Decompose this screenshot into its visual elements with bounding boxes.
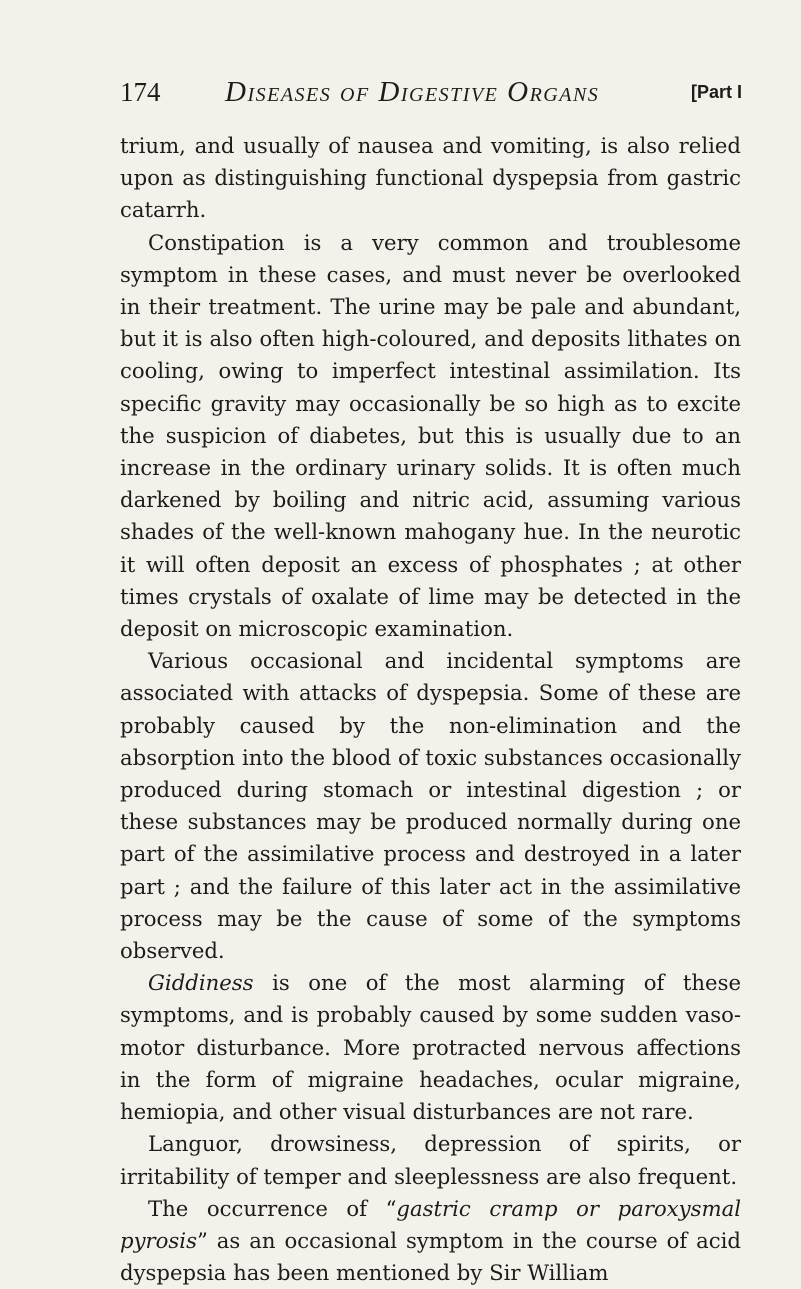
part-label: [Part I xyxy=(690,82,742,102)
paragraph-6-tail: ” as an occasional symptom in the course of acid dyspepsia has been mentioned by Sir William xyxy=(120,1227,741,1286)
paragraph-4-text: is one of the most alarming of these symptoms, and is probably caused by some sudden vaso-motor disturbance. More protracted nervous affections in the form of migraine headaches, ocular migraine, hemiopia, and other visual disturbances are not rare. xyxy=(120,970,741,1125)
running-title: Diseases of Digestive Organs xyxy=(225,76,600,108)
body-text xyxy=(120,130,741,1289)
paragraph-6 xyxy=(120,1193,741,1289)
paragraph-4 xyxy=(120,967,741,1128)
paragraph-5: Languor, drowsiness, depression of spirits, or irritability of temper and sleeplessness are also frequent. xyxy=(120,1131,741,1189)
quoted-term: gastric cramp or paroxysmal pyrosis xyxy=(120,1195,741,1253)
paragraph-2: Constipation is a very common and troublesome symptom in these cases, and must never be overlooked in their treatment. The urine may be pale and abundant, but it is also often high-coloured, and deposits lithates on cooling, owing to imperfect intestinal assimilation. Its specific gravity may occasionally be so high as to excite the suspicion of diabetes, but this is usually due to an increase in the ordinary urinary solids. It is often much darkened by boiling and nitric acid, assuming various shades of the well-known mahogany hue. In the neurotic it will often deposit an excess of phosphates ; at other times crystals of oxalate of lime may be detected in the deposit on microscopic examination. xyxy=(120,229,741,642)
paragraph-1: trium, and usually of nausea and vomiting, is also relied upon as distinguishing functional dyspepsia from gastric catarrh. xyxy=(120,133,741,223)
paragraph-3: Various occasional and incidental symptoms are associated with attacks of dyspepsia. Some of these are probably caused by the non-elimination and the absorption into the blood of toxic substances occasionally produced during stomach or intestinal digestion ; or these substances may be produced normally during one part of the assimilative process and destroyed in a later part ; and the failure of this later act in the assimilative process may be the cause of some of the symptoms observed. xyxy=(120,648,741,964)
paragraph-6-lead: The occurrence of “ xyxy=(148,1195,397,1221)
page-number: 174 xyxy=(120,77,161,107)
giddiness-term: Giddiness xyxy=(148,970,254,996)
running-head xyxy=(120,72,741,112)
